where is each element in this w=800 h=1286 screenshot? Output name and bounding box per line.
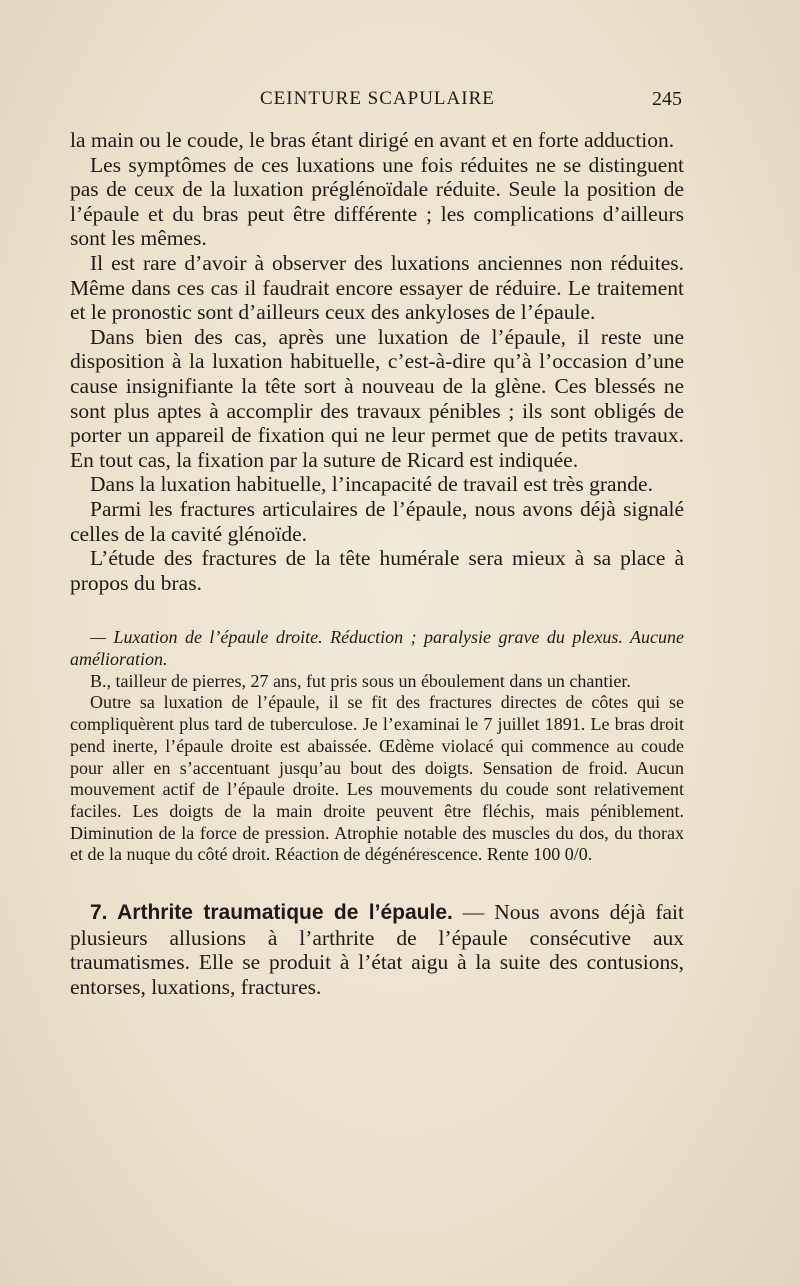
paragraph: la main ou le coude, le bras étant dirigé en avant et en forte adduction.	[70, 128, 675, 152]
paragraph: Dans la luxation habituelle, l’incapacité de travail est très grande.	[90, 472, 653, 497]
case-title: — Luxation de l’épaule droite. Réduction ; paralysie grave du plexus. Aucune amélioration.	[70, 627, 684, 669]
paragraph: Parmi les fractures articulaires de l’épaule, nous avons déjà signalé celles de la cavité glénoïde.	[70, 496, 684, 546]
paragraph: Les symptômes de ces luxations une fois réduites ne se distinguent pas de ceux de la luxation préglénoïdale réduite. Seule la position de l’épaule et du bras peut être différente ; les complications d’ailleurs sont les mêmes.	[70, 152, 684, 251]
case-report	[70, 627, 684, 866]
paragraph: Il est rare d’avoir à observer des luxations anciennes non réduites. Même dans ces cas il faudrait encore essayer de réduire. Le traitement et le pronostic sont d’ailleurs ceux des ankyloses de l’épaule.	[70, 250, 684, 325]
paragraph: L’étude des fractures de la tête humérale sera mieux à sa place à propos du bras.	[70, 546, 684, 595]
case-paragraph: Outre sa luxation de l’épaule, il se fit des fractures directes de côtes qui se compliquèrent plus tard de tuberculose. Je l’examinai le 7 juillet 1891. Le bras droit pend inerte, l’épaule droite est abaissée. Œdème violacé qui commence au coude pour aller en s’accentuant jusqu’au bout des doigts. Sensation de froid. Aucun mouvement actif de l’épaule droite. Les mouvements du coude sont relativement faciles. Les doigts de la main droite peuvent être fléchis, mais péniblement. Diminution de la force de pression. Atrophie notable des muscles du dos, du thorax et de la nuque du côté droit. Réaction de dégénérescence. Rente 100 0/0.	[70, 692, 684, 865]
body-text	[70, 128, 684, 999]
section-text: — Nous avons déjà fait plusieurs allusions à l’arthrite de l’épaule consécutive aux traumatismes. Elle se produit à l’état aigu à la suite des contusions, entorses, luxations, fractures.	[70, 900, 684, 999]
section-heading: 7. Arthrite traumatique de l’épaule.	[90, 901, 453, 925]
page-number: 245	[652, 88, 682, 110]
running-header	[70, 88, 682, 114]
case-paragraph: B., tailleur de pierres, 27 ans, fut pris sous un éboulement dans un chantier.	[90, 670, 631, 691]
section-paragraph	[70, 900, 684, 999]
paragraph: Dans bien des cas, après une luxation de l’épaule, il reste une disposition à la luxation habituelle, c’est-à-dire qu’à l’occasion d’une cause insignifiante la tête sort à nouveau de la glène. Ces blessés ne sont plus aptes à accomplir des travaux pénibles ; ils sont obligés de porter un appareil de fixation qui ne leur permet que de petits travaux. En tout cas, la fixation par la suture de Ricard est indiquée.	[70, 324, 684, 472]
section-arthrite	[70, 900, 684, 999]
chapter-title: CEINTURE SCAPULAIRE	[260, 88, 495, 109]
